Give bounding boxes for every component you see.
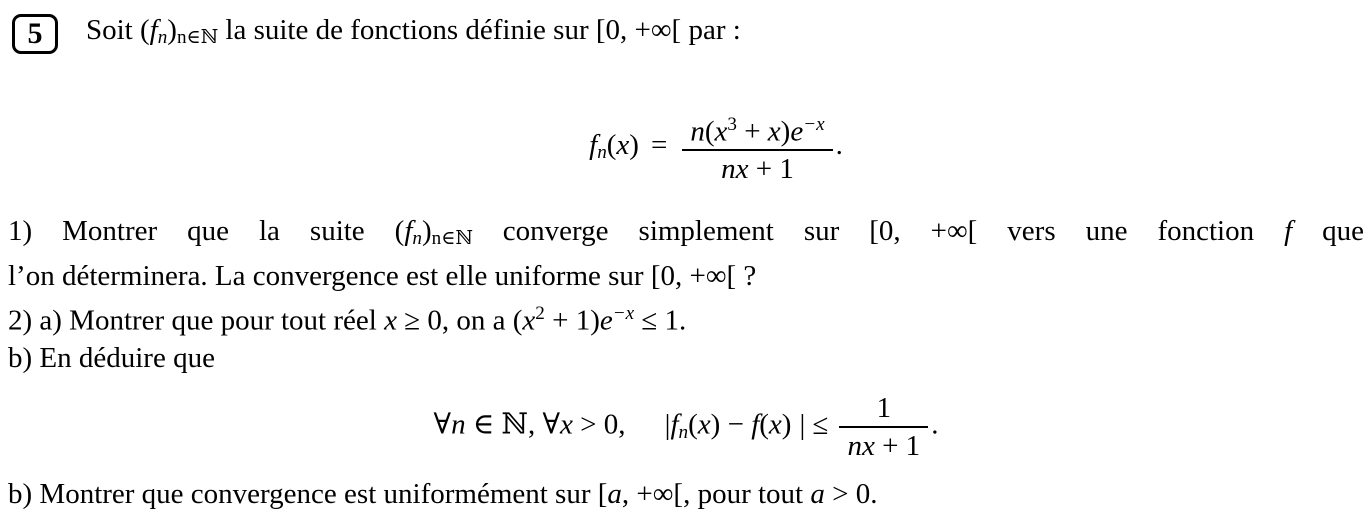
- text-run: > 0.: [824, 477, 878, 510]
- math-var-x: x: [560, 408, 573, 441]
- text-run: converge simplement sur [0, +∞[ vers une fonction: [472, 215, 1285, 248]
- exercise-intro-line: [86, 12, 741, 57]
- paren-close: ): [710, 408, 721, 441]
- math-var-a: a: [810, 477, 825, 510]
- exercise-number: 5: [27, 17, 43, 51]
- forall-symbol: ∀: [433, 408, 452, 441]
- question-2b-intro-line: [8, 340, 1364, 378]
- text-run: Soit (: [86, 14, 150, 46]
- period: .: [931, 408, 939, 441]
- text-run: > 0,: [572, 408, 626, 441]
- display-formula-bound: [8, 390, 1364, 464]
- text-run: la suite de fonctions définie sur [0, +∞[ par :: [218, 14, 741, 46]
- superscript-minus-x: −x: [803, 113, 825, 135]
- math-var-f: f: [149, 14, 158, 46]
- math-var-x: x: [616, 128, 630, 161]
- math-var-f: f: [751, 408, 760, 441]
- math-var-f: f: [589, 128, 598, 161]
- paren-open: (: [704, 115, 715, 148]
- text-run: b) Montrer que convergence est uniformément sur [: [8, 477, 608, 510]
- numerator: [682, 107, 832, 150]
- plus-one: + 1: [748, 153, 794, 186]
- paren-open: (: [606, 128, 617, 161]
- text-run: + 1): [544, 304, 600, 337]
- math-var-f: f: [404, 215, 413, 248]
- text-run: b) En déduire que: [8, 342, 215, 375]
- text-run: ∈ ℕ, ∀: [465, 408, 561, 441]
- abs-bar-close-leq: | ≤: [799, 408, 829, 441]
- subscript-n: n: [597, 141, 607, 163]
- math-var-nx: nx: [847, 429, 875, 462]
- math-var-x: x: [767, 115, 781, 148]
- minus-sign: −: [720, 408, 752, 441]
- sequence-subscript: n∈ℕ: [431, 228, 473, 250]
- math-var-x: x: [697, 408, 711, 441]
- math-var-x: x: [384, 304, 397, 337]
- paren-close: ): [629, 128, 639, 161]
- display-formula-fn: [8, 107, 1364, 188]
- math-var-nx: nx: [721, 153, 749, 186]
- fraction-bound: [839, 390, 928, 464]
- numerator: 1: [876, 391, 892, 424]
- period: .: [835, 128, 843, 161]
- math-var-e: e: [599, 304, 613, 337]
- math-var-x: x: [714, 115, 728, 148]
- fraction-fn: [682, 107, 832, 188]
- paren-close: ): [780, 115, 791, 148]
- text-run: ): [421, 215, 432, 248]
- abs-bar-open: |: [664, 408, 671, 441]
- exercise-header: [8, 12, 1364, 57]
- text-run: 2) a) Montrer que pour tout réel: [8, 304, 385, 337]
- math-var-x: x: [768, 408, 782, 441]
- subscript-n: n: [678, 421, 689, 443]
- paren-open: (: [759, 408, 769, 441]
- denominator: [839, 426, 928, 464]
- equals-sign: =: [650, 128, 668, 161]
- superscript-2: 2: [535, 303, 545, 325]
- text-run: l’on déterminera. La convergence est elle uniforme sur [0, +∞[ ?: [8, 259, 757, 292]
- math-var-f: f: [1284, 215, 1293, 248]
- paren-close: ): [781, 408, 792, 441]
- subscript-n: n: [157, 27, 168, 49]
- text-run: que: [1292, 215, 1364, 248]
- denominator: [682, 149, 832, 187]
- superscript-3: 3: [727, 113, 737, 135]
- question-2a-line: [8, 295, 1364, 340]
- question-1-line-2: [8, 258, 1364, 296]
- math-var-n: n: [690, 115, 705, 148]
- math-var-e: e: [790, 115, 804, 148]
- question-1-line-1: [8, 213, 1364, 258]
- math-var-n: n: [451, 408, 466, 441]
- plus-sign: +: [736, 115, 768, 148]
- text-run: ≥ 0, on a (: [396, 304, 523, 337]
- text-run: 1) Montrer que la suite (: [8, 215, 405, 248]
- question-3-line: [8, 476, 1364, 514]
- text-run: , +∞[, pour tout: [621, 477, 811, 510]
- text-run: ): [167, 14, 177, 46]
- math-var-x: x: [522, 304, 536, 337]
- superscript-minus-x: −x: [612, 303, 635, 325]
- subscript-n: n: [412, 228, 422, 250]
- math-var-f: f: [670, 408, 679, 441]
- text-run: ≤ 1.: [634, 304, 687, 337]
- plus-one: + 1: [874, 429, 921, 462]
- math-var-a: a: [607, 477, 622, 510]
- exercise-number-box: [12, 14, 58, 54]
- sequence-subscript: n∈ℕ: [176, 27, 219, 49]
- paren-open: (: [688, 408, 698, 441]
